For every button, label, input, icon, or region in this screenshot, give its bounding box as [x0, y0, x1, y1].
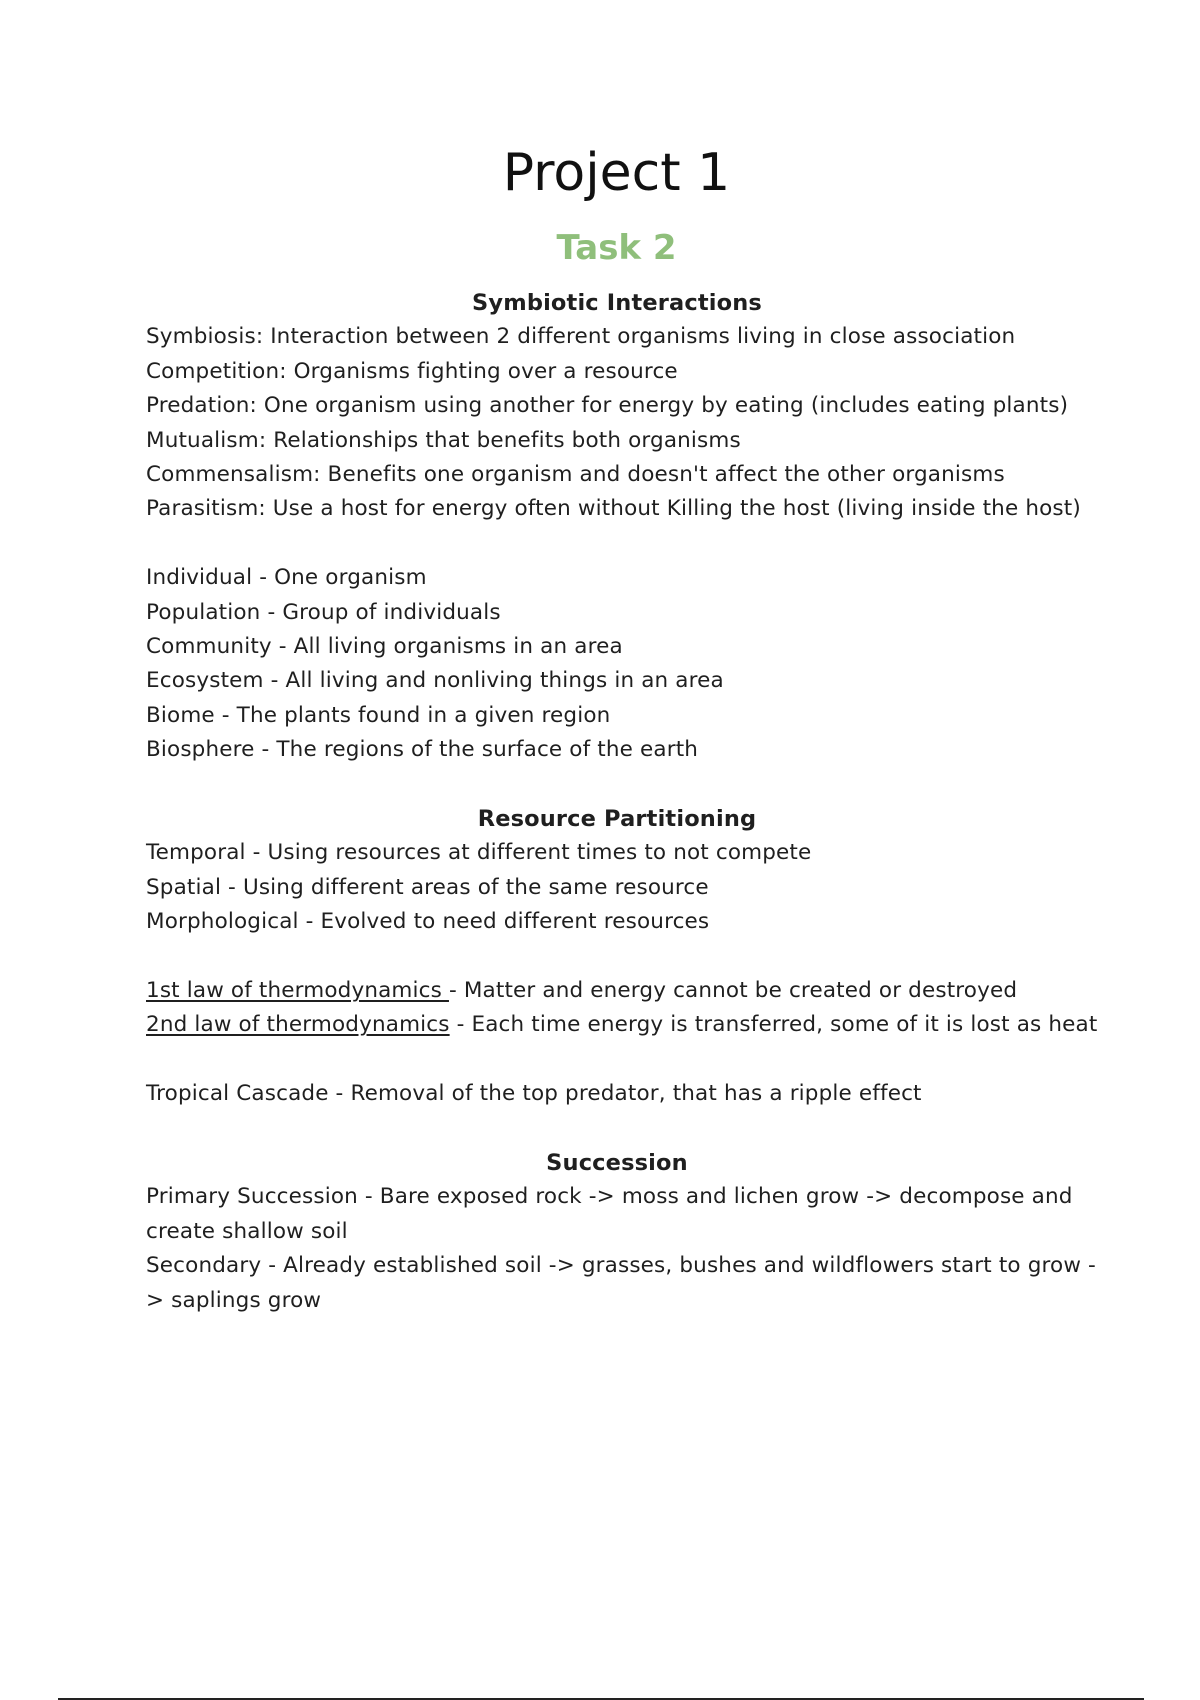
definition-line: Parasitism: Use a host for energy often without Killing the host (living inside the host): [146, 496, 1081, 522]
succession-primary: Primary Succession - Bare exposed rock -> moss and lichen grow -> decompose and create shallow soil: [146, 1184, 1073, 1244]
definition-line: Commensalism: Benefits one organism and doesn't affect the other organisms: [146, 462, 1005, 488]
succession-secondary: Secondary - Already established soil -> grasses, bushes and wildflowers start to grow -> saplings grow: [146, 1253, 1096, 1313]
definition-line: Predation: One organism using another for energy by eating (includes eating plants): [146, 393, 1069, 419]
section-heading-resource: Resource Partitioning: [477, 806, 757, 833]
level-line: Biome - The plants found in a given region: [146, 702, 611, 728]
section-heading-succession: Succession: [546, 1150, 688, 1177]
level-line: Population - Group of individuals: [146, 599, 501, 625]
level-line: Community - All living organisms in an area: [146, 634, 623, 660]
spacer: [146, 1043, 1106, 1077]
page-subtitle: Task 2: [556, 228, 677, 268]
page-title: Project 1: [502, 143, 731, 203]
definition-line: Competition: Organisms fighting over a resource: [146, 358, 678, 384]
spacer: [146, 768, 1106, 802]
definition-line: Symbiosis: Interaction between 2 different organisms living in close association: [146, 324, 1016, 350]
partition-line: Temporal - Using resources at different times to not compete: [146, 840, 812, 866]
partition-line: Morphological - Evolved to need different resources: [146, 909, 710, 935]
document-body: [146, 286, 1106, 1318]
thermo-law-1-term: 1st law of thermodynamics: [146, 978, 449, 1004]
level-line: Biosphere - The regions of the surface of the earth: [146, 737, 699, 763]
cascade-line: Tropical Cascade - Removal of the top predator, that has a ripple effect: [146, 1081, 922, 1107]
spacer: [146, 1112, 1106, 1146]
thermo-law-1-definition: - Matter and energy cannot be created or destroyed: [448, 978, 1018, 1004]
spacer: [146, 527, 1106, 561]
definition-line: Mutualism: Relationships that benefits both organisms: [146, 427, 741, 453]
thermo-law-2: [146, 1008, 1106, 1042]
spacer: [146, 940, 1106, 974]
section-heading-symbiotic: Symbiotic Interactions: [472, 290, 762, 316]
thermo-law-1: [146, 974, 1106, 1008]
thermo-law-2-definition: - Each time energy is transferred, some of it is lost as heat: [449, 1012, 1098, 1038]
partition-line: Spatial - Using different areas of the same resource: [146, 874, 709, 900]
thermo-law-2-term: 2nd law of thermodynamics: [146, 1012, 450, 1038]
level-line: Individual - One organism: [146, 565, 427, 591]
level-line: Ecosystem - All living and nonliving things in an area: [146, 668, 724, 694]
